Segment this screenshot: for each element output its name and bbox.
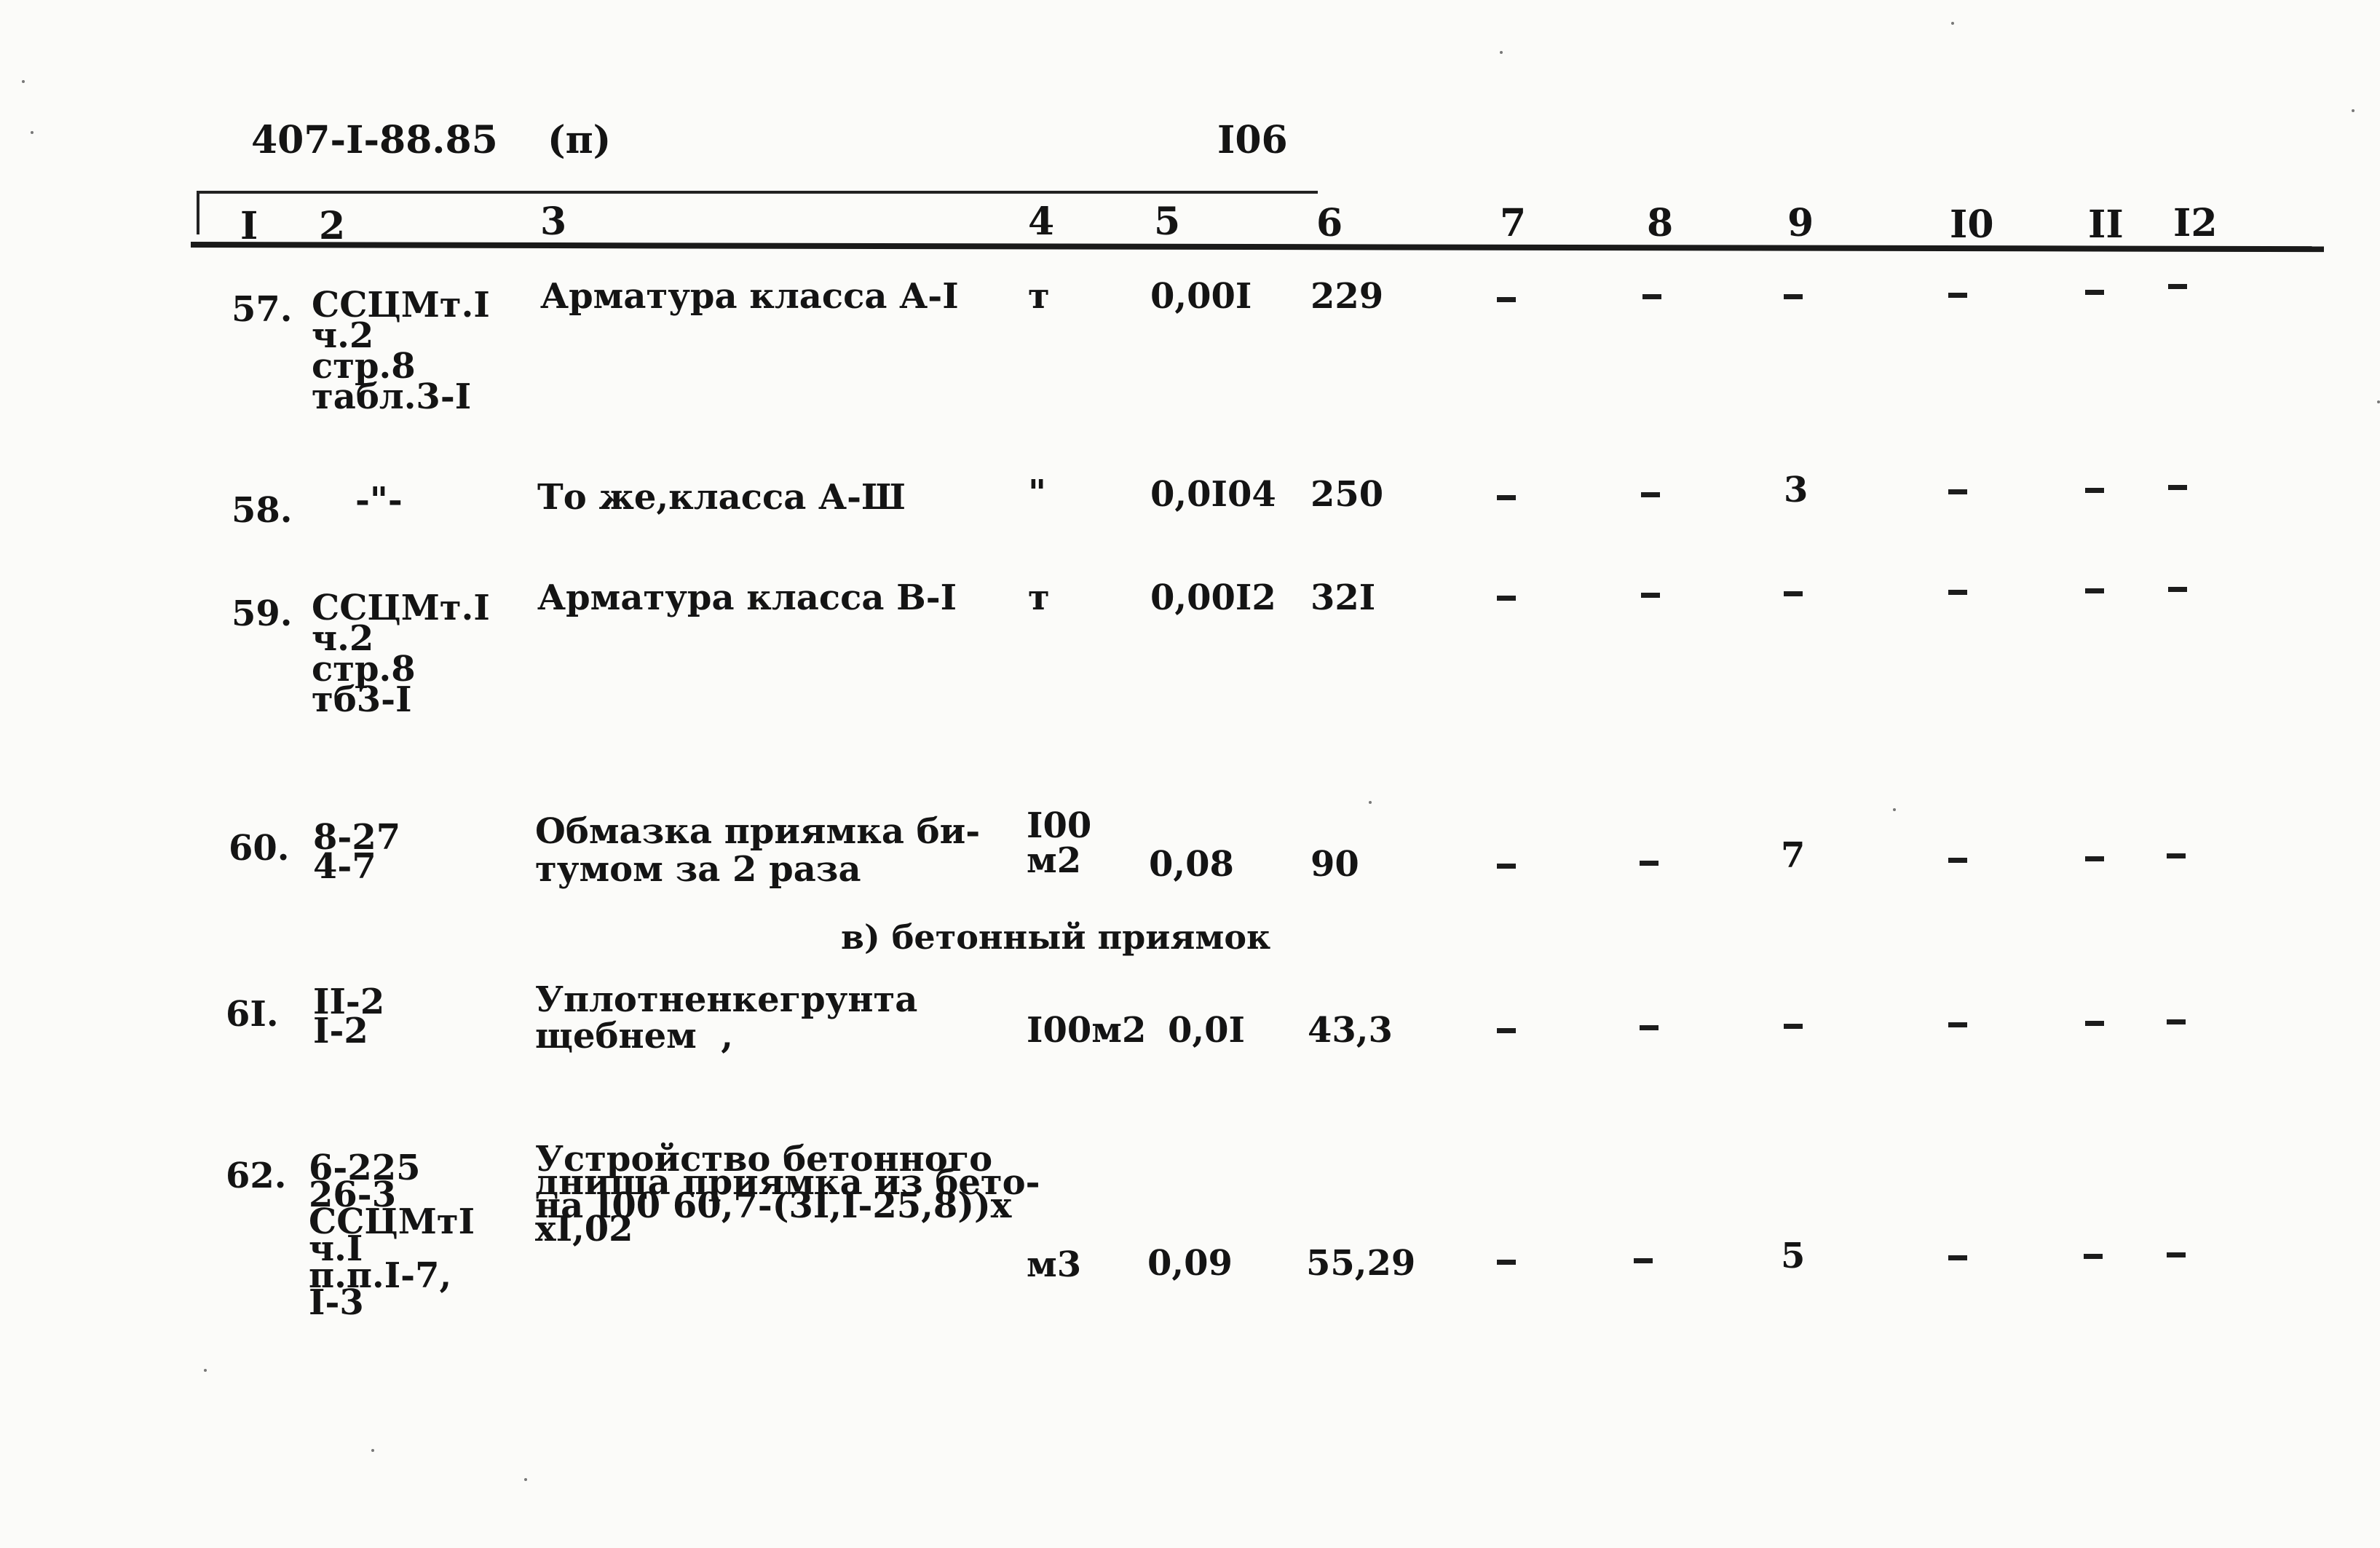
dash-mark [2085, 488, 2104, 493]
dash-mark [1641, 593, 1660, 598]
row-quantity: 0,00I2 [1150, 577, 1276, 618]
row-quantity: 0,0I [1168, 1010, 1245, 1051]
scan-speck [2352, 109, 2355, 112]
row-number: 57. [232, 289, 293, 330]
row-code: 6-225 26-3 ССЦМтI ч.I п.п.I-7, I-3 [309, 1148, 475, 1323]
dash-mark [1497, 864, 1516, 869]
dash-mark [1640, 1025, 1659, 1030]
dash-mark [1948, 489, 1967, 494]
dash-mark [1784, 591, 1803, 596]
row-unit: I00 м2 [1027, 805, 1092, 881]
document-code: 407-I-88.85 [251, 118, 498, 162]
dash-mark [2085, 856, 2104, 861]
row-quantity: 0,09 [1147, 1243, 1233, 1284]
row-number: 62. [226, 1156, 287, 1196]
dash-mark [2085, 588, 2104, 593]
table-left-tick [197, 191, 199, 234]
dash-mark [1784, 294, 1803, 299]
dash-mark [1641, 492, 1660, 497]
scan-speck [31, 131, 33, 134]
row-description: Арматура класса В-I [537, 577, 957, 618]
dash-mark [1948, 1022, 1967, 1027]
row-quantity: 0,08 [1149, 844, 1234, 885]
row-price: 229 [1310, 276, 1384, 317]
column-header: 5 [1154, 200, 1181, 244]
row-code: -"- [355, 480, 403, 521]
column-header: 9 [1787, 201, 1814, 245]
dash-mark [1497, 297, 1516, 302]
scan-speck [22, 80, 25, 83]
dash-mark [1784, 1024, 1803, 1029]
dash-mark [1948, 293, 1967, 298]
page-number: I06 [1217, 118, 1288, 162]
scan-speck [371, 1449, 374, 1452]
row-number: 59. [232, 593, 293, 634]
dash-mark [1634, 1258, 1653, 1263]
row-code: II-2 I-2 [313, 982, 385, 1051]
dash-mark [1497, 596, 1516, 601]
row-quantity: 0,00I [1150, 276, 1252, 317]
column-header: 3 [540, 200, 567, 244]
column-header: 8 [1647, 201, 1674, 245]
row-description: Устройство бетонного днища приямка из бето- на I00 60,7-(3I,I-25,8))х хI,02 [535, 1139, 1040, 1249]
dash-mark [2168, 587, 2187, 592]
row-code: ССЦМт.I ч.2 стр.8 тб3-I [312, 588, 490, 720]
dash-mark [2168, 284, 2187, 289]
table-header-rule [191, 242, 2324, 252]
dash-mark [1948, 858, 1967, 863]
row-unit: т [1028, 577, 1050, 618]
row-price: 43,3 [1308, 1010, 1393, 1051]
row-description: Уплотненкегрунта щебнем , [535, 979, 918, 1057]
dash-mark [1497, 495, 1516, 500]
dash-mark [2085, 1021, 2104, 1026]
row-col9-value: 5 [1781, 1236, 1806, 1276]
scan-speck [2377, 400, 2380, 403]
scan-speck [1893, 808, 1896, 811]
dash-mark [2085, 290, 2104, 295]
row-price: 250 [1310, 474, 1384, 515]
column-header: 2 [319, 204, 346, 248]
row-description: Обмазка приямка би- тумом за 2 раза [535, 811, 981, 890]
document-note: (п) [547, 118, 612, 162]
dash-mark [1642, 294, 1661, 299]
column-header: I0 [1950, 202, 1994, 247]
row-number: 58. [232, 490, 293, 531]
row-description: Арматура класса А-I [540, 276, 959, 317]
dash-mark [2167, 1252, 2186, 1257]
dash-mark [1948, 1255, 1967, 1260]
scan-speck [524, 1478, 527, 1481]
section-title: в) бетонный приямок [841, 917, 1271, 957]
scan-speck [204, 1369, 207, 1372]
dash-mark [2084, 1254, 2103, 1259]
dash-mark [1948, 590, 1967, 595]
row-number: 60. [229, 828, 290, 869]
dash-mark [2167, 853, 2186, 858]
dash-mark [1497, 1028, 1516, 1033]
row-price: 90 [1310, 844, 1359, 885]
row-description: То же,класса А-Ш [537, 477, 906, 518]
column-header: I [240, 204, 258, 248]
column-header: 7 [1500, 201, 1527, 245]
row-code: ССЦМт.I ч.2 стр.8 табл.3-I [312, 285, 490, 417]
column-header: II [2088, 202, 2124, 247]
row-number: 6I. [226, 994, 279, 1035]
table-top-rule [197, 191, 1318, 194]
column-header: 6 [1316, 201, 1343, 245]
dash-mark [1497, 1260, 1516, 1265]
scan-speck [1369, 801, 1372, 804]
dash-mark [2167, 1019, 2186, 1024]
row-code: 8-27 4-7 [313, 817, 401, 887]
row-price: 32I [1310, 577, 1376, 618]
row-unit: т [1028, 276, 1050, 317]
scan-speck [1500, 51, 1503, 54]
column-header: I2 [2173, 201, 2218, 245]
column-header: 4 [1028, 200, 1055, 244]
dash-mark [1640, 861, 1659, 866]
scan-speck [1951, 22, 1954, 25]
row-unit: " [1028, 473, 1047, 513]
row-col9-value: 3 [1784, 470, 1808, 510]
row-col9-value: 7 [1781, 835, 1806, 876]
row-quantity: 0,0I04 [1150, 474, 1276, 515]
row-price: 55,29 [1306, 1243, 1416, 1284]
row-unit: I00м2 [1027, 1010, 1147, 1051]
row-unit: м3 [1027, 1244, 1082, 1285]
dash-mark [2168, 485, 2187, 490]
